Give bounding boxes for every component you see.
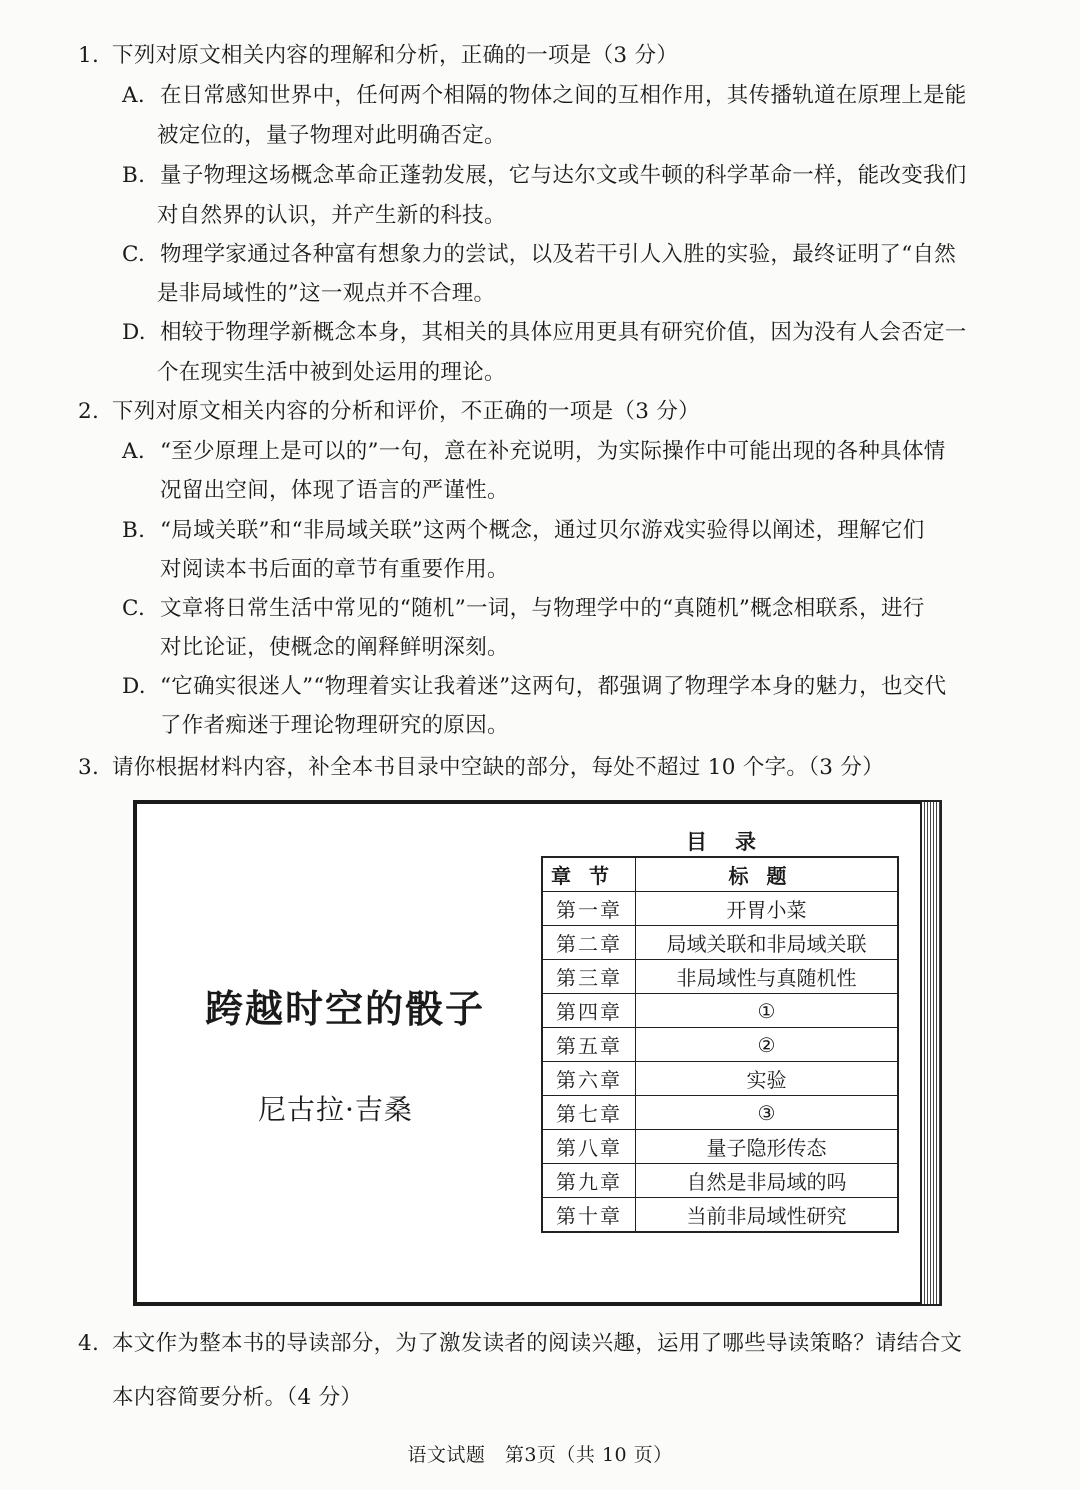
q2-option-d (122, 669, 946, 700)
toc-title: 量子隐形传态 (636, 1130, 899, 1164)
toc-row (542, 1062, 898, 1096)
option-text-continued: 是非局域性的”这一观点并不合理。 (157, 281, 496, 306)
toc-table (541, 856, 899, 1233)
option-text: 相较于物理学新概念本身，其相关的具体应用更具有研究价值，因为没有人会否定一 (160, 320, 967, 345)
toc-chapter: 第十章 (542, 1198, 636, 1233)
toc-header-chapter: 章节 (542, 857, 636, 892)
q2-option-b (122, 513, 925, 544)
toc-title-blank-1: ① (636, 994, 899, 1028)
question-3 (78, 750, 884, 781)
option-text: “至少原理上是可以的”一句，意在补充说明，为实际操作中可能出现的各种具体情 (160, 439, 946, 464)
toc-chapter: 第六章 (542, 1062, 636, 1096)
toc-row (542, 994, 898, 1028)
toc-row (542, 892, 898, 926)
toc-row (542, 1164, 898, 1198)
option-text-continued: 对自然界的认识，并产生新的科技。 (157, 203, 506, 228)
option-text-continued: 对阅读本书后面的章节有重要作用。 (160, 557, 509, 582)
toc-chapter: 第一章 (542, 892, 636, 926)
option-text-continued: 了作者痴迷于理论物理研究的原因。 (160, 713, 509, 738)
option-text-continued: 对比论证，使概念的阐释鲜明深刻。 (160, 635, 509, 660)
option-text-continued: 被定位的，量子物理对此明确否定。 (157, 123, 506, 148)
toc-row (542, 1028, 898, 1062)
toc-title-blank-2: ② (636, 1028, 899, 1062)
question-stem: 下列对原文相关内容的理解和分析，正确的一项是（3 分） (112, 43, 679, 68)
toc-title: 非局域性与真随机性 (636, 960, 899, 994)
toc-chapter: 第三章 (542, 960, 636, 994)
question-number: 4. (78, 1331, 100, 1356)
toc-title: 实验 (636, 1062, 899, 1096)
option-letter: C. (122, 242, 146, 267)
toc-row (542, 926, 898, 960)
question-stem: 下列对原文相关内容的分析和评价，不正确的一项是（3 分） (112, 399, 700, 424)
question-number: 1. (78, 43, 100, 68)
option-letter: C. (122, 596, 146, 621)
q1-option-c (122, 237, 956, 268)
option-letter: A. (122, 439, 145, 464)
question-stem: 本文作为整本书的导读部分，为了激发读者的阅读兴趣，运用了哪些导读策略？请结合文 (112, 1331, 963, 1356)
q1-option-a (122, 78, 967, 109)
q1-option-b (122, 158, 967, 189)
question-1 (78, 38, 678, 69)
toc-chapter: 第八章 (542, 1130, 636, 1164)
toc-title: 当前非局域性研究 (636, 1198, 899, 1233)
toc-header-title: 标题 (636, 857, 899, 892)
toc-row (542, 1096, 898, 1130)
toc-title: 自然是非局域的吗 (636, 1164, 899, 1198)
option-text: 文章将日常生活中常见的“随机”一词，与物理学中的“真随机”概念相联系，进行 (160, 596, 925, 621)
book-page-edges (920, 800, 942, 1306)
question-stem-continued: 本内容简要分析。（4 分） (112, 1385, 363, 1410)
option-letter: B. (122, 518, 146, 543)
question-number: 2. (78, 399, 100, 424)
option-text: 物理学家通过各种富有想象力的尝试，以及若干引人入胜的实验，最终证明了“自然 (160, 242, 957, 267)
q1-option-d (122, 315, 967, 346)
option-letter: D. (122, 674, 146, 699)
option-text: 在日常感知世界中，任何两个相隔的物体之间的互相作用，其传播轨道在原理上是能 (160, 83, 967, 108)
toc-title: 局域关联和非局域关联 (636, 926, 899, 960)
q2-option-c (122, 591, 925, 622)
toc-chapter: 第九章 (542, 1164, 636, 1198)
book-title: 跨越时空的骰子 (205, 986, 486, 1031)
toc-chapter: 第五章 (542, 1028, 636, 1062)
option-text: 量子物理这场概念革命正蓬勃发展，它与达尔文或牛顿的科学革命一样，能改变我们 (160, 163, 967, 188)
option-letter: A. (122, 83, 145, 108)
option-text: “局域关联”和“非局域关联”这两个概念，通过贝尔游戏实验得以阐述，理解它们 (160, 518, 925, 543)
toc-row (542, 960, 898, 994)
toc-chapter: 第七章 (542, 1096, 636, 1130)
toc-heading: 目录 (686, 829, 784, 854)
question-4 (78, 1326, 962, 1357)
option-letter: D. (122, 320, 146, 345)
toc-row (542, 1130, 898, 1164)
option-text-continued: 个在现实生活中被到处运用的理论。 (157, 360, 506, 385)
question-2 (78, 394, 700, 425)
q2-option-a (122, 434, 946, 465)
question-number: 3. (78, 755, 100, 780)
toc-title-blank-3: ③ (636, 1096, 899, 1130)
toc-header-row (542, 857, 898, 892)
toc-row (542, 1198, 898, 1233)
option-text: “它确实很迷人”“物理着实让我着迷”这两句，都强调了物理学本身的魅力，也交代 (160, 674, 947, 699)
toc-chapter: 第二章 (542, 926, 636, 960)
book-author: 尼古拉·吉桑 (258, 1093, 413, 1126)
question-stem: 请你根据材料内容，补全本书目录中空缺的部分，每处不超过 10 个字。（3 分） (112, 755, 884, 780)
toc-title: 开胃小菜 (636, 892, 899, 926)
toc-chapter: 第四章 (542, 994, 636, 1028)
option-text-continued: 况留出空间，体现了语言的严谨性。 (160, 478, 509, 503)
page-footer: 语文试题 第3页（共 10 页） (407, 1444, 673, 1466)
option-letter: B. (122, 163, 146, 188)
